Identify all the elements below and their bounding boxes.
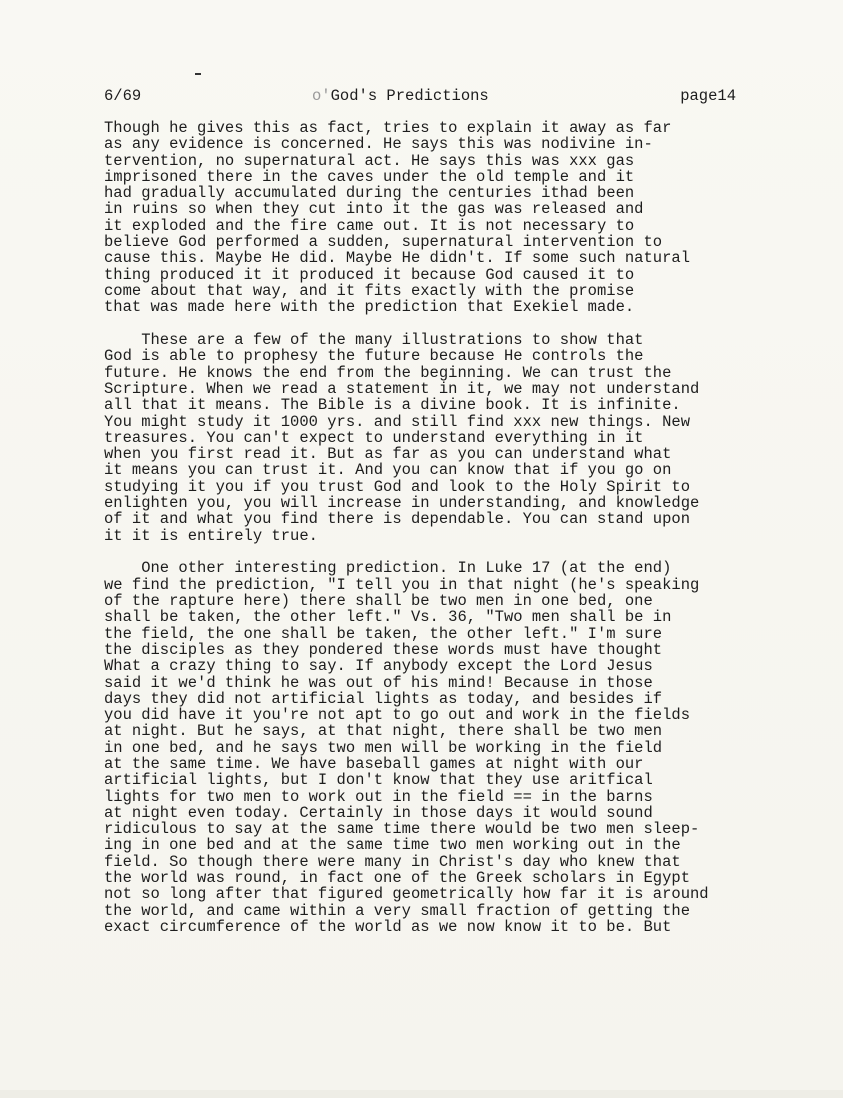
text-line: One other interesting prediction. In Luke 17 (at the end)	[104, 559, 672, 578]
text-line: not so long after that figured geometrically how far it is around	[104, 885, 709, 904]
paragraph	[104, 332, 774, 544]
text-line: at night even today. Certainly in those days it would sound	[104, 803, 653, 822]
header-date: 6/69	[104, 87, 142, 105]
text-line: What a crazy thing to say. If anybody except the Lord Jesus	[104, 657, 653, 676]
text-line: These are a few of the many illustrations to show that	[104, 331, 644, 350]
text-line: studying it you if you trust God and look to the Holy Spirit to	[104, 477, 690, 496]
text-line: at night. But he says, at that night, there shall be two men	[104, 722, 663, 741]
text-line: in one bed, and he says two men will be working in the field	[104, 738, 663, 757]
text-line: as any evidence is concerned. He says this was nodivine in-	[104, 135, 653, 154]
text-line: come about that way, and it fits exactly with the promise	[104, 281, 635, 300]
text-line: it means you can trust it. And you can know that if you go on	[104, 461, 672, 480]
text-line: God is able to prophesy the future because He controls the	[104, 347, 644, 366]
text-line: you did have it you're not apt to go out and work in the fields	[104, 706, 690, 725]
text-line: of the rapture here) there shall be two men in one bed, one	[104, 592, 653, 611]
text-line: treasures. You can't expect to understand everything in it	[104, 428, 644, 447]
text-line: Scripture. When we read a statement in it, we may not understand	[104, 379, 700, 398]
text-line: at the same time. We have baseball games at night with our	[104, 754, 644, 773]
text-line: when you first read it. But as far as you can understand what	[104, 445, 672, 464]
text-line: the world was round, in fact one of the Greek scholars in Egypt	[104, 869, 690, 888]
header-title-smudge: o'	[312, 87, 331, 105]
text-line: of it and what you find there is dependable. You can stand upon	[104, 510, 690, 529]
header-title-text: God's Predictions	[330, 87, 489, 105]
body-text	[104, 120, 774, 952]
text-line: Though he gives this as fact, tries to explain it away as far	[104, 119, 672, 137]
text-line: said it we'd think he was out of his mind! Because in those	[104, 673, 653, 692]
text-line: the world, and came within a very small fraction of getting the	[104, 901, 690, 920]
text-line: imprisoned there in the caves under the old temple and it	[104, 167, 635, 186]
text-line: artificial lights, but I don't know that they use aritfical	[104, 771, 653, 790]
text-line: thing produced it it produced it because God caused it to	[104, 265, 635, 284]
text-line: it exploded and the fire came out. It is not necessary to	[104, 216, 635, 235]
text-line: lights for two men to work out in the field == in the barns	[104, 787, 653, 806]
text-line: ridiculous to say at the same time there would be two men sleep-	[104, 820, 700, 839]
page-header	[104, 86, 736, 106]
text-line: we find the prediction, "I tell you in that night (he's speaking	[104, 575, 700, 594]
text-line: days they did not artificial lights as today, and besides if	[104, 689, 663, 708]
text-line: in ruins so when they cut into it the gas was released and	[104, 200, 644, 219]
text-line: exact circumference of the world as we now know it to be. But	[104, 917, 672, 936]
text-line: future. He knows the end from the beginning. We can trust the	[104, 363, 672, 382]
text-line: it it is entirely true.	[104, 526, 318, 545]
text-line: the disciples as they pondered these words must have thought	[104, 640, 663, 659]
text-line: the field, the one shall be taken, the other left." I'm sure	[104, 624, 663, 643]
text-line: cause this. Maybe He did. Maybe He didn't. If some such natural	[104, 249, 690, 268]
text-line: field. So though there were many in Christ's day who knew that	[104, 852, 681, 871]
text-line: that was made here with the prediction that Exekiel made.	[104, 298, 635, 317]
stray-ink-mark	[195, 73, 201, 75]
text-line: all that it means. The Bible is a divine book. It is infinite.	[104, 396, 681, 415]
text-line: ing in one bed and at the same time two men working out in the	[104, 836, 681, 855]
text-line: had gradually accumulated during the centuries ithad been	[104, 184, 635, 203]
header-title	[312, 86, 489, 106]
text-line: You might study it 1000 yrs. and still find xxx new things. New	[104, 412, 690, 431]
header-page-number: page14	[680, 87, 736, 105]
text-line: enlighten you, you will increase in understanding, and knowledge	[104, 494, 700, 513]
paragraph	[104, 120, 774, 316]
text-line: tervention, no supernatural act. He says this was xxx gas	[104, 151, 635, 170]
text-line: shall be taken, the other left." Vs. 36, "Two men shall be in	[104, 608, 672, 627]
page-bottom-edge	[0, 1090, 843, 1098]
text-line: believe God performed a sudden, supernatural intervention to	[104, 233, 663, 252]
paragraph	[104, 560, 774, 935]
